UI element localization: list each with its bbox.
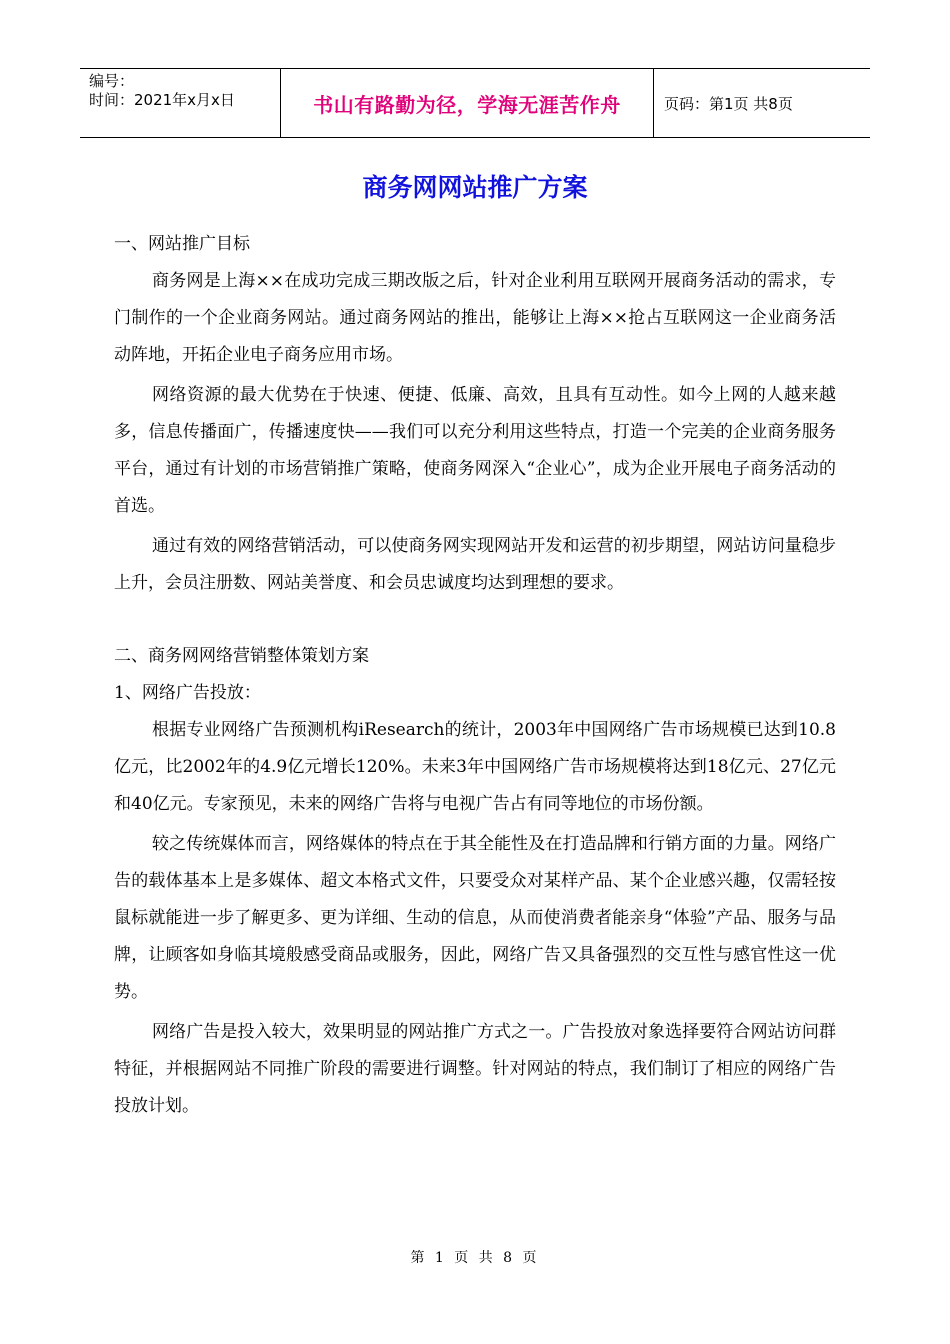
document-date-label: 时间：2021年x月x日 bbox=[89, 91, 235, 109]
body-paragraph: 通过有效的网络营销活动，可以使商务网实现网站开发和运营的初步期望，网站访问量稳步上升，会员注册数、网站美誉度、和会员忠诚度均达到理想的要求。 bbox=[114, 536, 836, 593]
page-footer-number: 第 1 页 共 8 页 bbox=[410, 1250, 540, 1266]
document-title: 商务网网站推广方案 bbox=[362, 173, 588, 202]
page-header bbox=[80, 68, 870, 138]
body-paragraph: 网络广告是投入较大，效果明显的网站推广方式之一。广告投放对象选择要符合网站访问群特征，并根据网站不同推广阶段的需要进行调整。针对网站的特点，我们制订了相应的网络广告投放计划。 bbox=[114, 1022, 836, 1116]
body-paragraph: 较之传统媒体而言，网络媒体的特点在于其全能性及在打造品牌和行销方面的力量。网络广告的载体基本上是多媒体、超文本格式文件，只要受众对某样产品、某个企业感兴趣，仅需轻按鼠标就能进一步了解更多、更为详细、生动的信息，从而使消费者能亲身“体验”产品、服务与品牌，让顾客如身临其境般感受商品或服务，因此，网络广告又具备强烈的交互性与感官性这一优势。 bbox=[114, 834, 836, 1002]
subsection-heading: 1、网络广告投放： bbox=[114, 683, 261, 703]
body-paragraph: 商务网是上海××在成功完成三期改版之后，针对企业利用互联网开展商务活动的需求，专门制作的一个企业商务网站。通过商务网站的推出，能够让上海××抢占互联网这一企业商务活动阵地，开拓企业电子商务应用市场。 bbox=[114, 271, 836, 365]
document-body bbox=[114, 226, 836, 1125]
body-paragraph: 根据专业网络广告预测机构iResearch的统计，2003年中国网络广告市场规模已达到10.8亿元，比2002年的4.9亿元增长120%。未来3年中国网络广告市场规模将达到18亿元、27亿元和40亿元。专家预见，未来的网络广告将与电视广告占有同等地位的市场份额。 bbox=[114, 720, 836, 814]
section-heading: 一、网站推广目标 bbox=[114, 234, 250, 254]
header-page-info: 页码：第1页 共8页 bbox=[664, 94, 793, 113]
section-heading: 二、商务网网络营销整体策划方案 bbox=[114, 646, 369, 666]
header-motto: 书山有路勤为径，学海无涯苦作舟 bbox=[281, 69, 654, 137]
body-paragraph: 网络资源的最大优势在于快速、便捷、低廉、高效，且具有互动性。如今上网的人越来越多，信息传播面广，传播速度快——我们可以充分利用这些特点，打造一个完美的企业商务服务平台，通过有计划的市场营销推广策略，使商务网深入“企业心”，成为企业开展电子商务活动的首选。 bbox=[114, 385, 836, 516]
header-meta bbox=[80, 69, 281, 137]
document-number-label: 编号： bbox=[89, 72, 135, 90]
